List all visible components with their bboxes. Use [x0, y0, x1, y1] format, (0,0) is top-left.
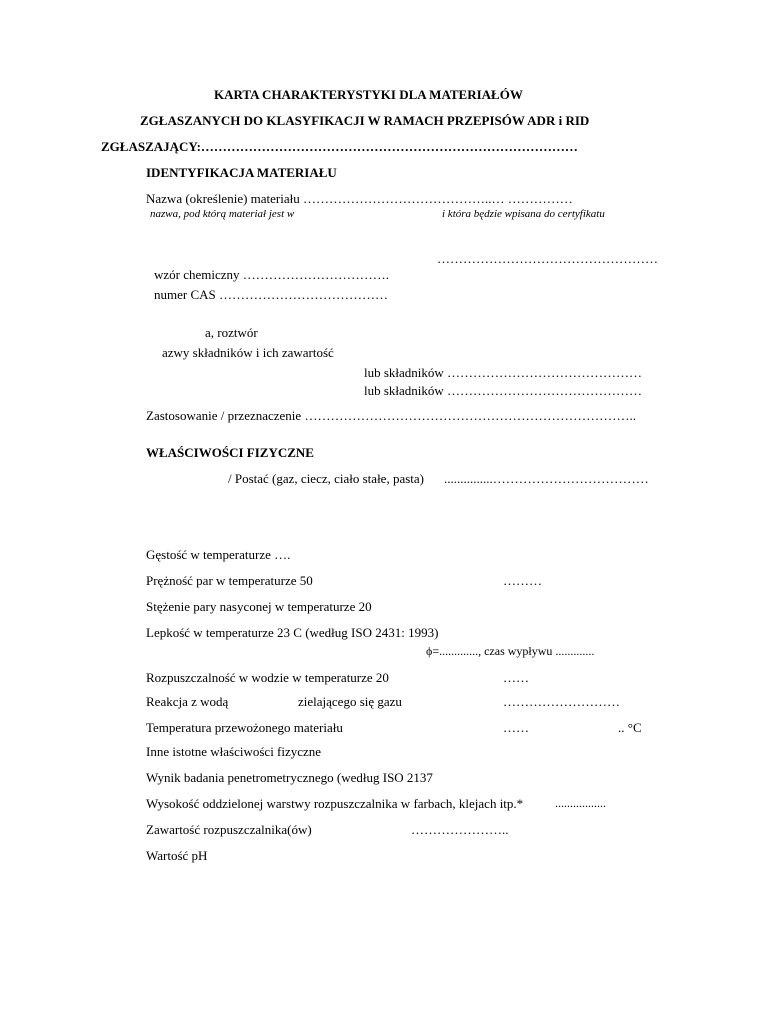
mixture-label: a, roztwór: [205, 325, 258, 340]
solvent-content-dots: …………………..: [411, 822, 509, 837]
solvent-layer-dots: .................: [555, 796, 606, 810]
saturated-vapor-label: Stężenie pary nasyconej w temperaturze 20: [146, 599, 372, 614]
vapor-pressure-label: Prężność par w temperaturze 50: [146, 573, 313, 588]
density-field: Gęstość w temperaturze ….: [146, 547, 291, 562]
name-hint-left: nazwa, pod którą materiał jest w: [150, 208, 295, 220]
chemical-formula-field: wzór chemiczny …………………………….: [154, 267, 390, 282]
viscosity-label: Lepkość w temperaturze 23 C (według ISO 2431: 1993): [146, 625, 439, 640]
vapor-pressure-dots: ………: [503, 573, 542, 588]
solvent-content-label: Zawartość rozpuszczalnika(ów): [146, 822, 312, 837]
name-hint-right: i która będzie wpisana do certyfikatu: [442, 208, 605, 220]
applicant-line: ZGŁASZAJĄCY:……………………………………………………………………………: [101, 139, 578, 154]
viscosity-detail: ϕ=............., czas wypływu .............: [426, 644, 595, 658]
other-properties-label: Inne istotne właściwości fizyczne: [146, 744, 322, 759]
water-reaction-label: Reakcja z wodą: [146, 694, 229, 709]
gas-label: zielającego się gazu: [298, 694, 402, 709]
name-dots-line: ……………………………………………: [437, 251, 658, 266]
components-label: azwy składników i ich zawartość: [162, 345, 334, 360]
solubility-dots: ……: [503, 670, 529, 685]
solvent-layer-label: Wysokość oddzielonej warstwy rozpuszczalnika w farbach, klejach itp.*: [146, 796, 524, 811]
penetrometry-label: Wynik badania penetrometrycznego (według ISO 2137: [146, 770, 433, 785]
transport-temp-dots: ……: [503, 720, 529, 735]
solubility-label: Rozpuszczalność w wodzie w temperaturze 20: [146, 670, 389, 685]
ph-label: Wartość pH: [146, 848, 208, 863]
usage-field: Zastosowanie / przeznaczenie …………………………………………………………………..: [146, 408, 636, 423]
physical-heading: WŁAŚCIWOŚCI FIZYCZNE: [146, 445, 314, 460]
title-line-2: ZGŁASZANYCH DO KLASYFIKACJI W RAMACH PRZEPISÓW ADR i RID: [140, 113, 590, 128]
transport-temp-label: Temperatura przewożonego materiału: [146, 720, 343, 735]
title-line-1: KARTA CHARAKTERYSTYKI DLA MATERIAŁÓW: [214, 87, 523, 102]
state-dots: ...............………………………………: [444, 471, 649, 486]
identification-heading: IDENTYFIKACJA MATERIAŁU: [146, 165, 337, 180]
component-line-1: lub składników ………………………………………: [364, 365, 643, 380]
state-label: / Postać (gaz, ciecz, ciało stałe, pasta): [228, 471, 424, 486]
cas-number-field: numer CAS …………………………………: [154, 287, 388, 302]
transport-temp-unit: .. °C: [618, 720, 642, 735]
material-name-field: Nazwa (określenie) materiału ……………………………………..… ……………: [146, 191, 573, 206]
water-reaction-dots: ………………………: [503, 694, 620, 709]
component-line-2: lub składników ………………………………………: [364, 383, 643, 398]
